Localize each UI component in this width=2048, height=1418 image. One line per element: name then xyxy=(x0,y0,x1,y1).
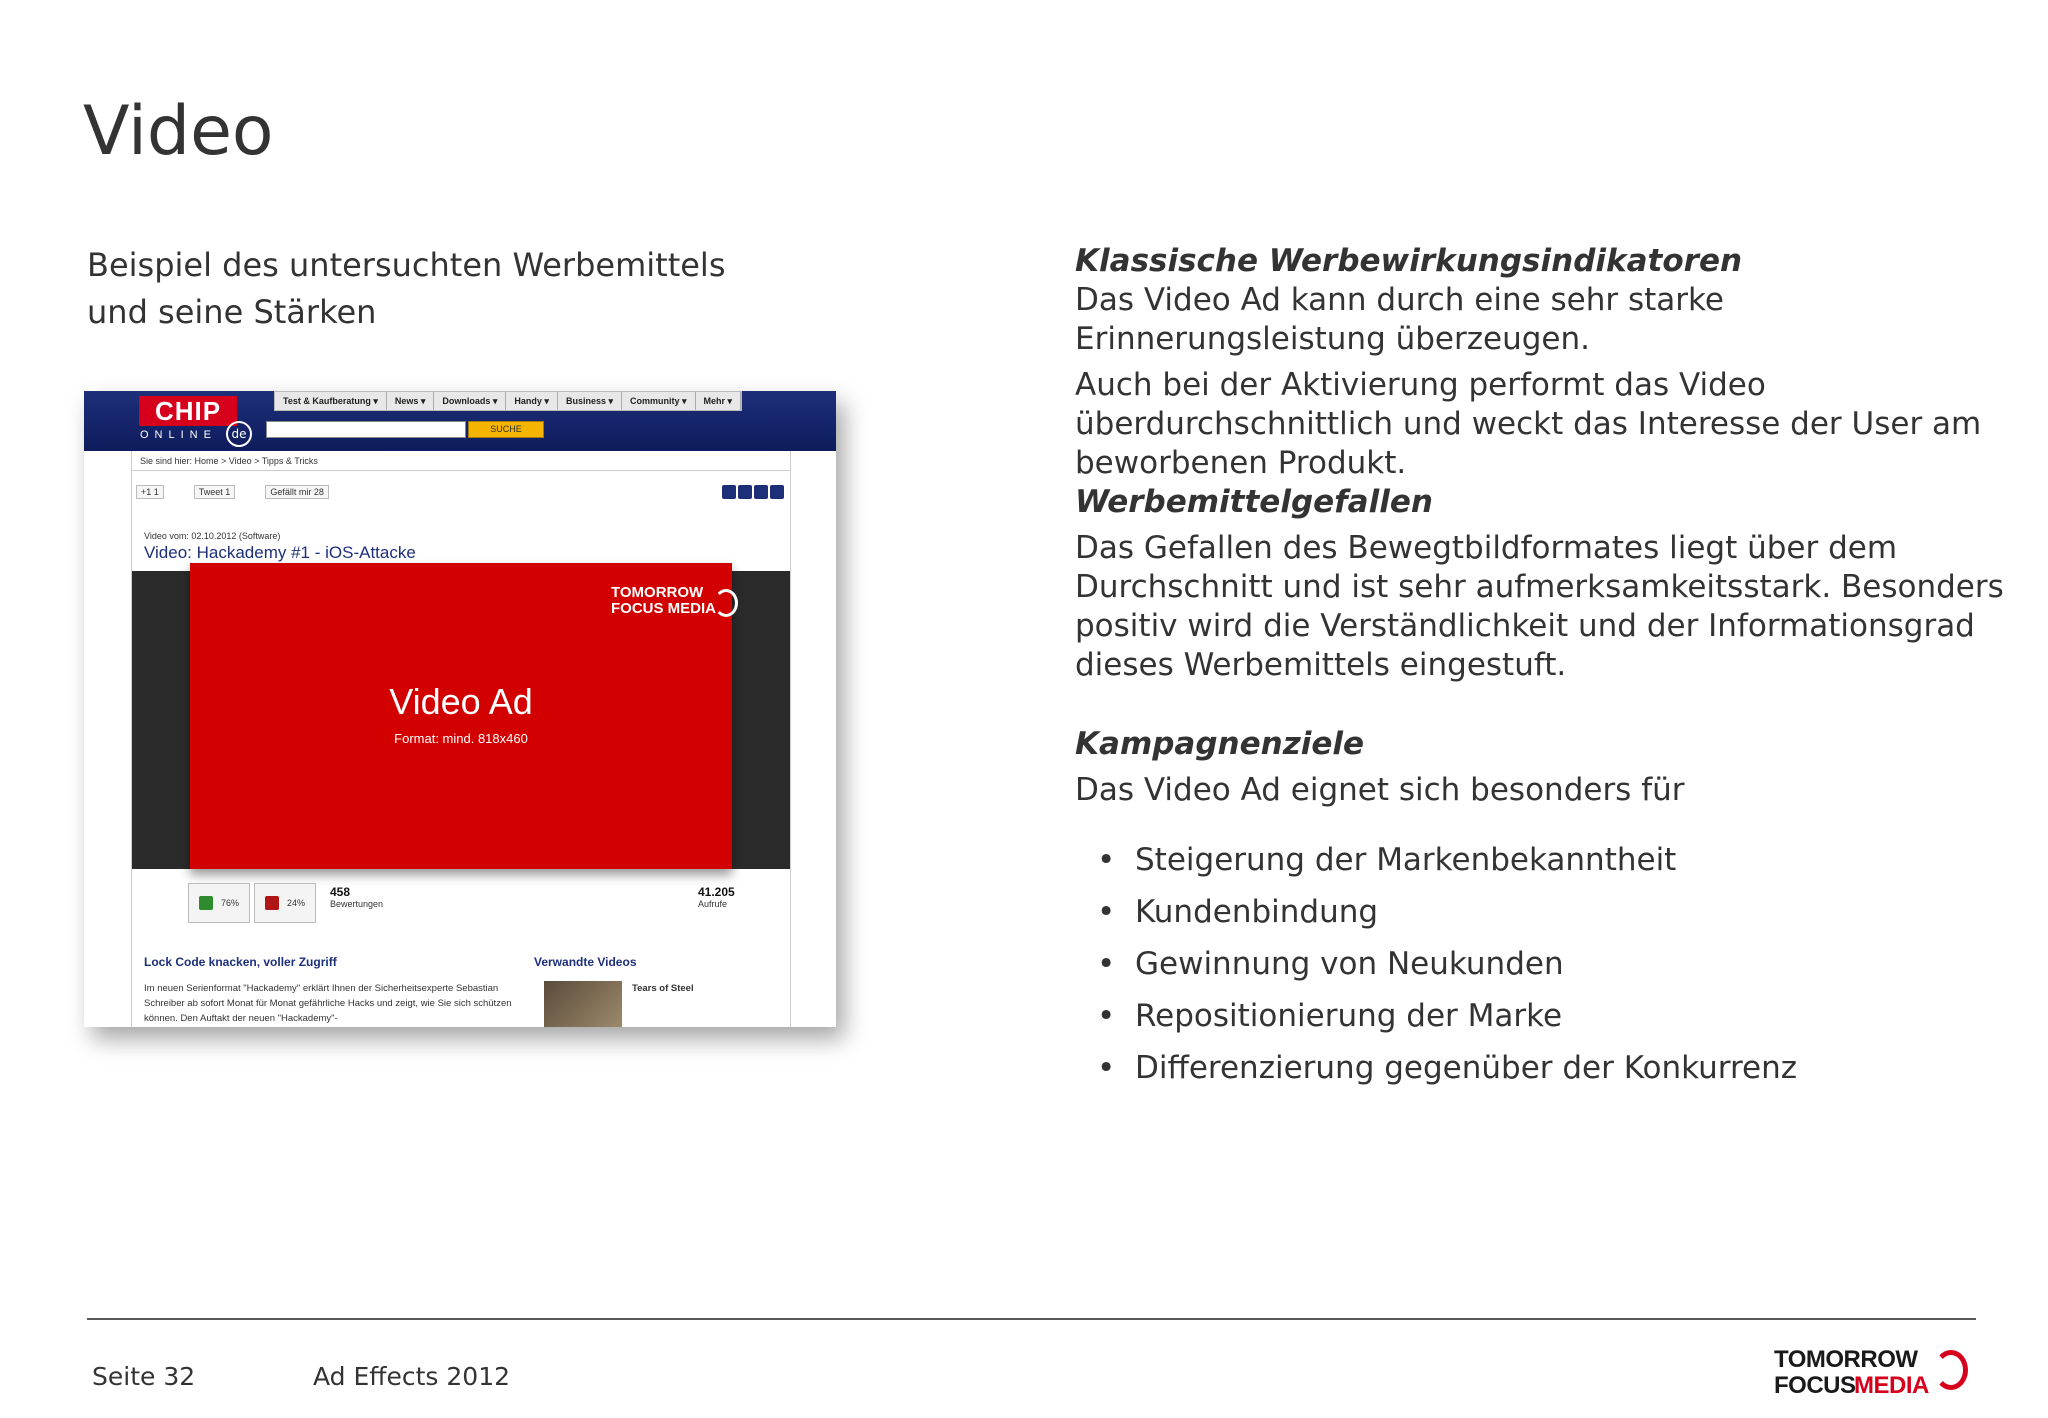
site-search-button: SUCHE xyxy=(468,421,544,438)
logo-ring-icon xyxy=(1934,1350,1968,1390)
website-screenshot xyxy=(84,391,836,1027)
thumbs-up-icon xyxy=(199,896,213,910)
share-icons xyxy=(722,485,784,499)
chip-logo-tld: de xyxy=(226,421,252,447)
like-button xyxy=(188,883,250,923)
gplus-button: +1 1 xyxy=(136,485,164,499)
logo-line-2a: FOCUS xyxy=(1774,1372,1856,1399)
nav-item: News ▾ xyxy=(387,392,435,410)
section-text: Auch bei der Aktivierung performt das Video überdurchschnittlich und weckt das Interesse der User am beworbenen Produkt. xyxy=(1075,367,1982,481)
ad-format: Format: mind. 818x460 xyxy=(394,731,528,746)
document-title: Ad Effects 2012 xyxy=(313,1362,511,1391)
nav-item: Mehr ▾ xyxy=(696,392,742,410)
list-item: • Kundenbindung xyxy=(1075,886,2015,938)
list-item: • Repositionierung der Marke xyxy=(1075,990,2015,1042)
views-label: Aufrufe xyxy=(698,899,728,909)
related-title: Tears of Steel xyxy=(632,983,694,994)
video-player xyxy=(132,571,790,869)
intro-text xyxy=(87,242,787,336)
chip-logo-sub: ONLINE xyxy=(140,429,217,441)
social-bar xyxy=(136,485,329,499)
ratings-count: 458 xyxy=(330,885,351,899)
ad-brand-line-1: TOMORROW xyxy=(611,584,704,601)
section-text: Das Video Ad kann durch eine sehr starke Erinnerungsleistung überzeugen. xyxy=(1075,282,1724,357)
tweet-button: Tweet 1 xyxy=(194,485,236,499)
related-thumbnail xyxy=(544,981,622,1027)
ad-brand-logo xyxy=(611,585,716,617)
article-heading: Lock Code knacken, voller Zugriff xyxy=(144,955,337,969)
intro-line-1: Beispiel des untersuchten Werbemittels xyxy=(87,246,726,284)
brand-ring-icon xyxy=(714,589,738,617)
list-item: • Differenzierung gegenüber der Konkurrenz xyxy=(1075,1042,2015,1094)
list-item: • Steigerung der Markenbekanntheit xyxy=(1075,834,2015,886)
section-heading: Werbemittelgefallen xyxy=(1075,484,1433,520)
site-header xyxy=(84,391,836,451)
tomorrow-focus-media-logo xyxy=(1774,1346,1984,1399)
page-title: Video xyxy=(83,92,274,171)
ratings-stat xyxy=(330,885,383,909)
video-title: Video: Hackademy #1 - iOS-Attacke xyxy=(144,543,416,562)
nav-item: Handy ▾ xyxy=(506,392,558,410)
site-body xyxy=(131,451,791,1027)
views-stat xyxy=(698,885,735,909)
ad-brand-line-2: FOCUS MEDIA xyxy=(611,600,716,617)
like-percent: 76% xyxy=(220,898,239,908)
campaign-goals-list xyxy=(1075,834,2015,1094)
ad-title: Video Ad xyxy=(389,681,533,722)
star-icon xyxy=(754,485,768,499)
nav-item: Test & Kaufberatung ▾ xyxy=(275,392,387,410)
section-text: Das Video Ad eignet sich besonders für xyxy=(1075,772,1685,808)
nav-item: Community ▾ xyxy=(622,392,696,410)
views-count: 41.205 xyxy=(698,885,735,899)
rating-buttons xyxy=(188,883,316,923)
ratings-label: Bewertungen xyxy=(330,899,384,909)
thumbs-down-icon xyxy=(265,896,279,910)
nav-item: Downloads ▾ xyxy=(434,392,506,410)
share-icon xyxy=(722,485,736,499)
section-text: Das Gefallen des Bewegtbildformates liegt über dem Durchschnitt und ist sehr aufmerksamkeitsstark. Besonders positiv wird die Verständlichkeit und der Informationsgrad dieses Werbemittels eingestuft. xyxy=(1075,530,2004,683)
article-text: Im neuen Serienformat "Hackademy" erklärt Ihnen der Sicherheitsexperte Sebastian Schreiber ab sofort Monat für Monat gefährliche Hacks und zeigt, wie Sie sich schützen können. Den Auftakt der neuen "Hackademy"- xyxy=(144,983,512,1024)
facebook-like-button: Gefällt mir 28 xyxy=(265,485,329,499)
logo-line-2b: MEDIA xyxy=(1854,1372,1929,1399)
chip-logo: CHIP xyxy=(139,396,237,426)
video-ad xyxy=(190,563,732,869)
list-item: • Gewinnung von Neukunden xyxy=(1075,938,2015,990)
section-heading: Klassische Werbewirkungsindikatoren xyxy=(1075,243,1743,279)
findings-column xyxy=(1075,242,2015,1094)
dislike-percent: 24% xyxy=(286,898,305,908)
related-heading: Verwandte Videos xyxy=(534,955,637,969)
footer-divider xyxy=(87,1318,1976,1320)
intro-line-2: und seine Stärken xyxy=(87,293,377,331)
mail-icon xyxy=(770,485,784,499)
site-search-input xyxy=(266,421,466,438)
video-date: Video vom: 02.10.2012 (Software) xyxy=(144,531,281,541)
site-nav xyxy=(274,391,742,411)
page-number: Seite 32 xyxy=(92,1362,196,1391)
logo-line-1: TOMORROW xyxy=(1774,1346,1918,1373)
section-heading: Kampagnenziele xyxy=(1075,726,1365,762)
comment-icon xyxy=(738,485,752,499)
dislike-button xyxy=(254,883,316,923)
nav-item: Business ▾ xyxy=(558,392,622,410)
site-breadcrumb: Sie sind hier: Home > Video > Tipps & Tricks xyxy=(132,451,790,471)
